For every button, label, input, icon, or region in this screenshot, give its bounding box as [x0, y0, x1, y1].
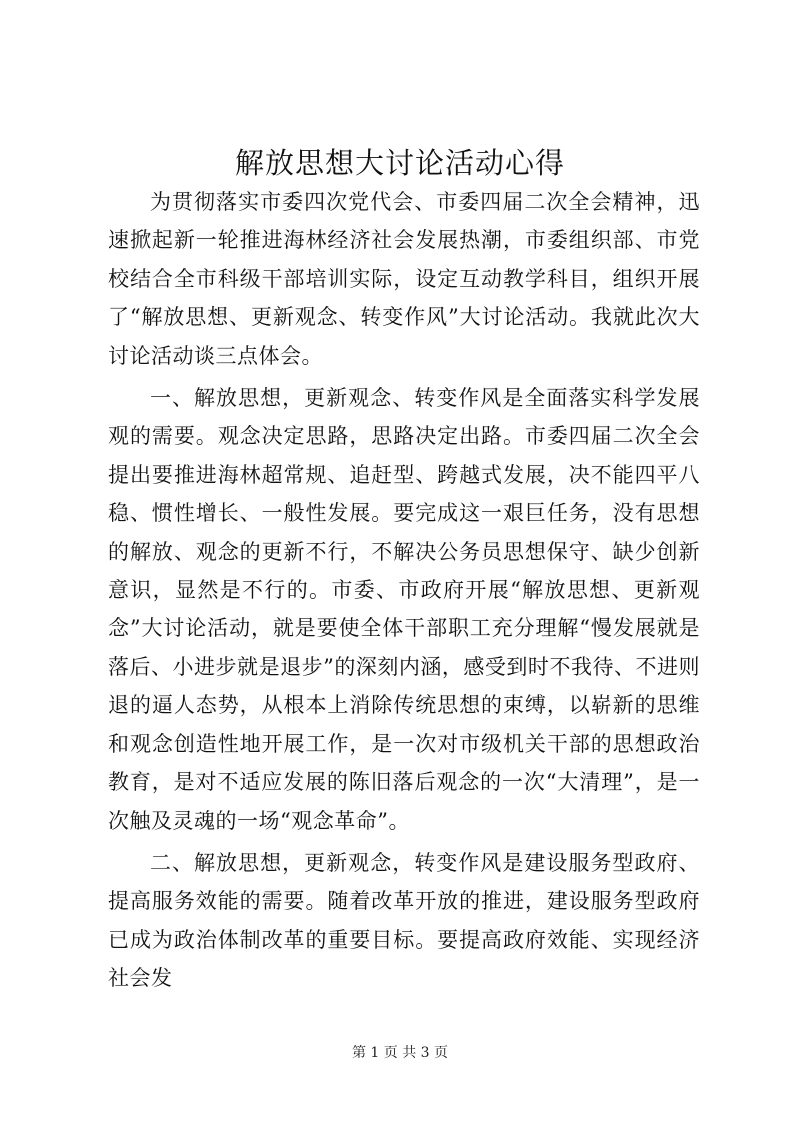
paragraph-point-two: 二、解放思想，更新观念，转变作风是建设服务型政府、提高服务效能的需要。随着改革开放的推进，建设服务型政府已成为政治体制改革的重要目标。要提高政府效能、实现经济社会发: [108, 850, 700, 991]
paragraph-point-one: 一、解放思想，更新观念、转变作风是全面落实科学发展观的需要。观念决定思路，思路决定出路。市委四届二次全会提出要推进海林超常规、追赶型、跨越式发展，决不能四平八稳、惯性增长、一般性发展。要完成这一艰巨任务，没有思想的解放、观念的更新不行，不解决公务员思想保守、缺少创新意识，显然是不行的。市委、市政府开展“解放思想、更新观念”大讨论活动，就是要使全体干部职工充分理解“慢发展就是落后、小进步就是退步”的深刻内涵，感受到时不我待、不进则退的逼人态势，从根本上消除传统思想的束缚，以崭新的思维和观念创造性地开展工作，是一次对市级机关干部的思想政治教育，是对不适应发展的陈旧落后观念的一次“大清理”，是一次触及灵魂的一场“观念革命”。: [108, 386, 700, 833]
document-body: [108, 183, 700, 998]
paragraph-intro: 为贯彻落实市委四次党代会、市委四届二次全会精神，迅速掀起新一轮推进海林经济社会发展热潮，市委组织部、市党校结合全市科级干部培训实际，设定互动教学科目，组织开展了“解放思想、更新观念、转变作风”大讨论活动。我就此次大讨论活动谈三点体会。: [108, 190, 700, 368]
document-title: 解放思想大讨论活动心得: [234, 146, 565, 180]
page-number-footer: 第 1 页 共 3 页: [351, 1045, 449, 1061]
